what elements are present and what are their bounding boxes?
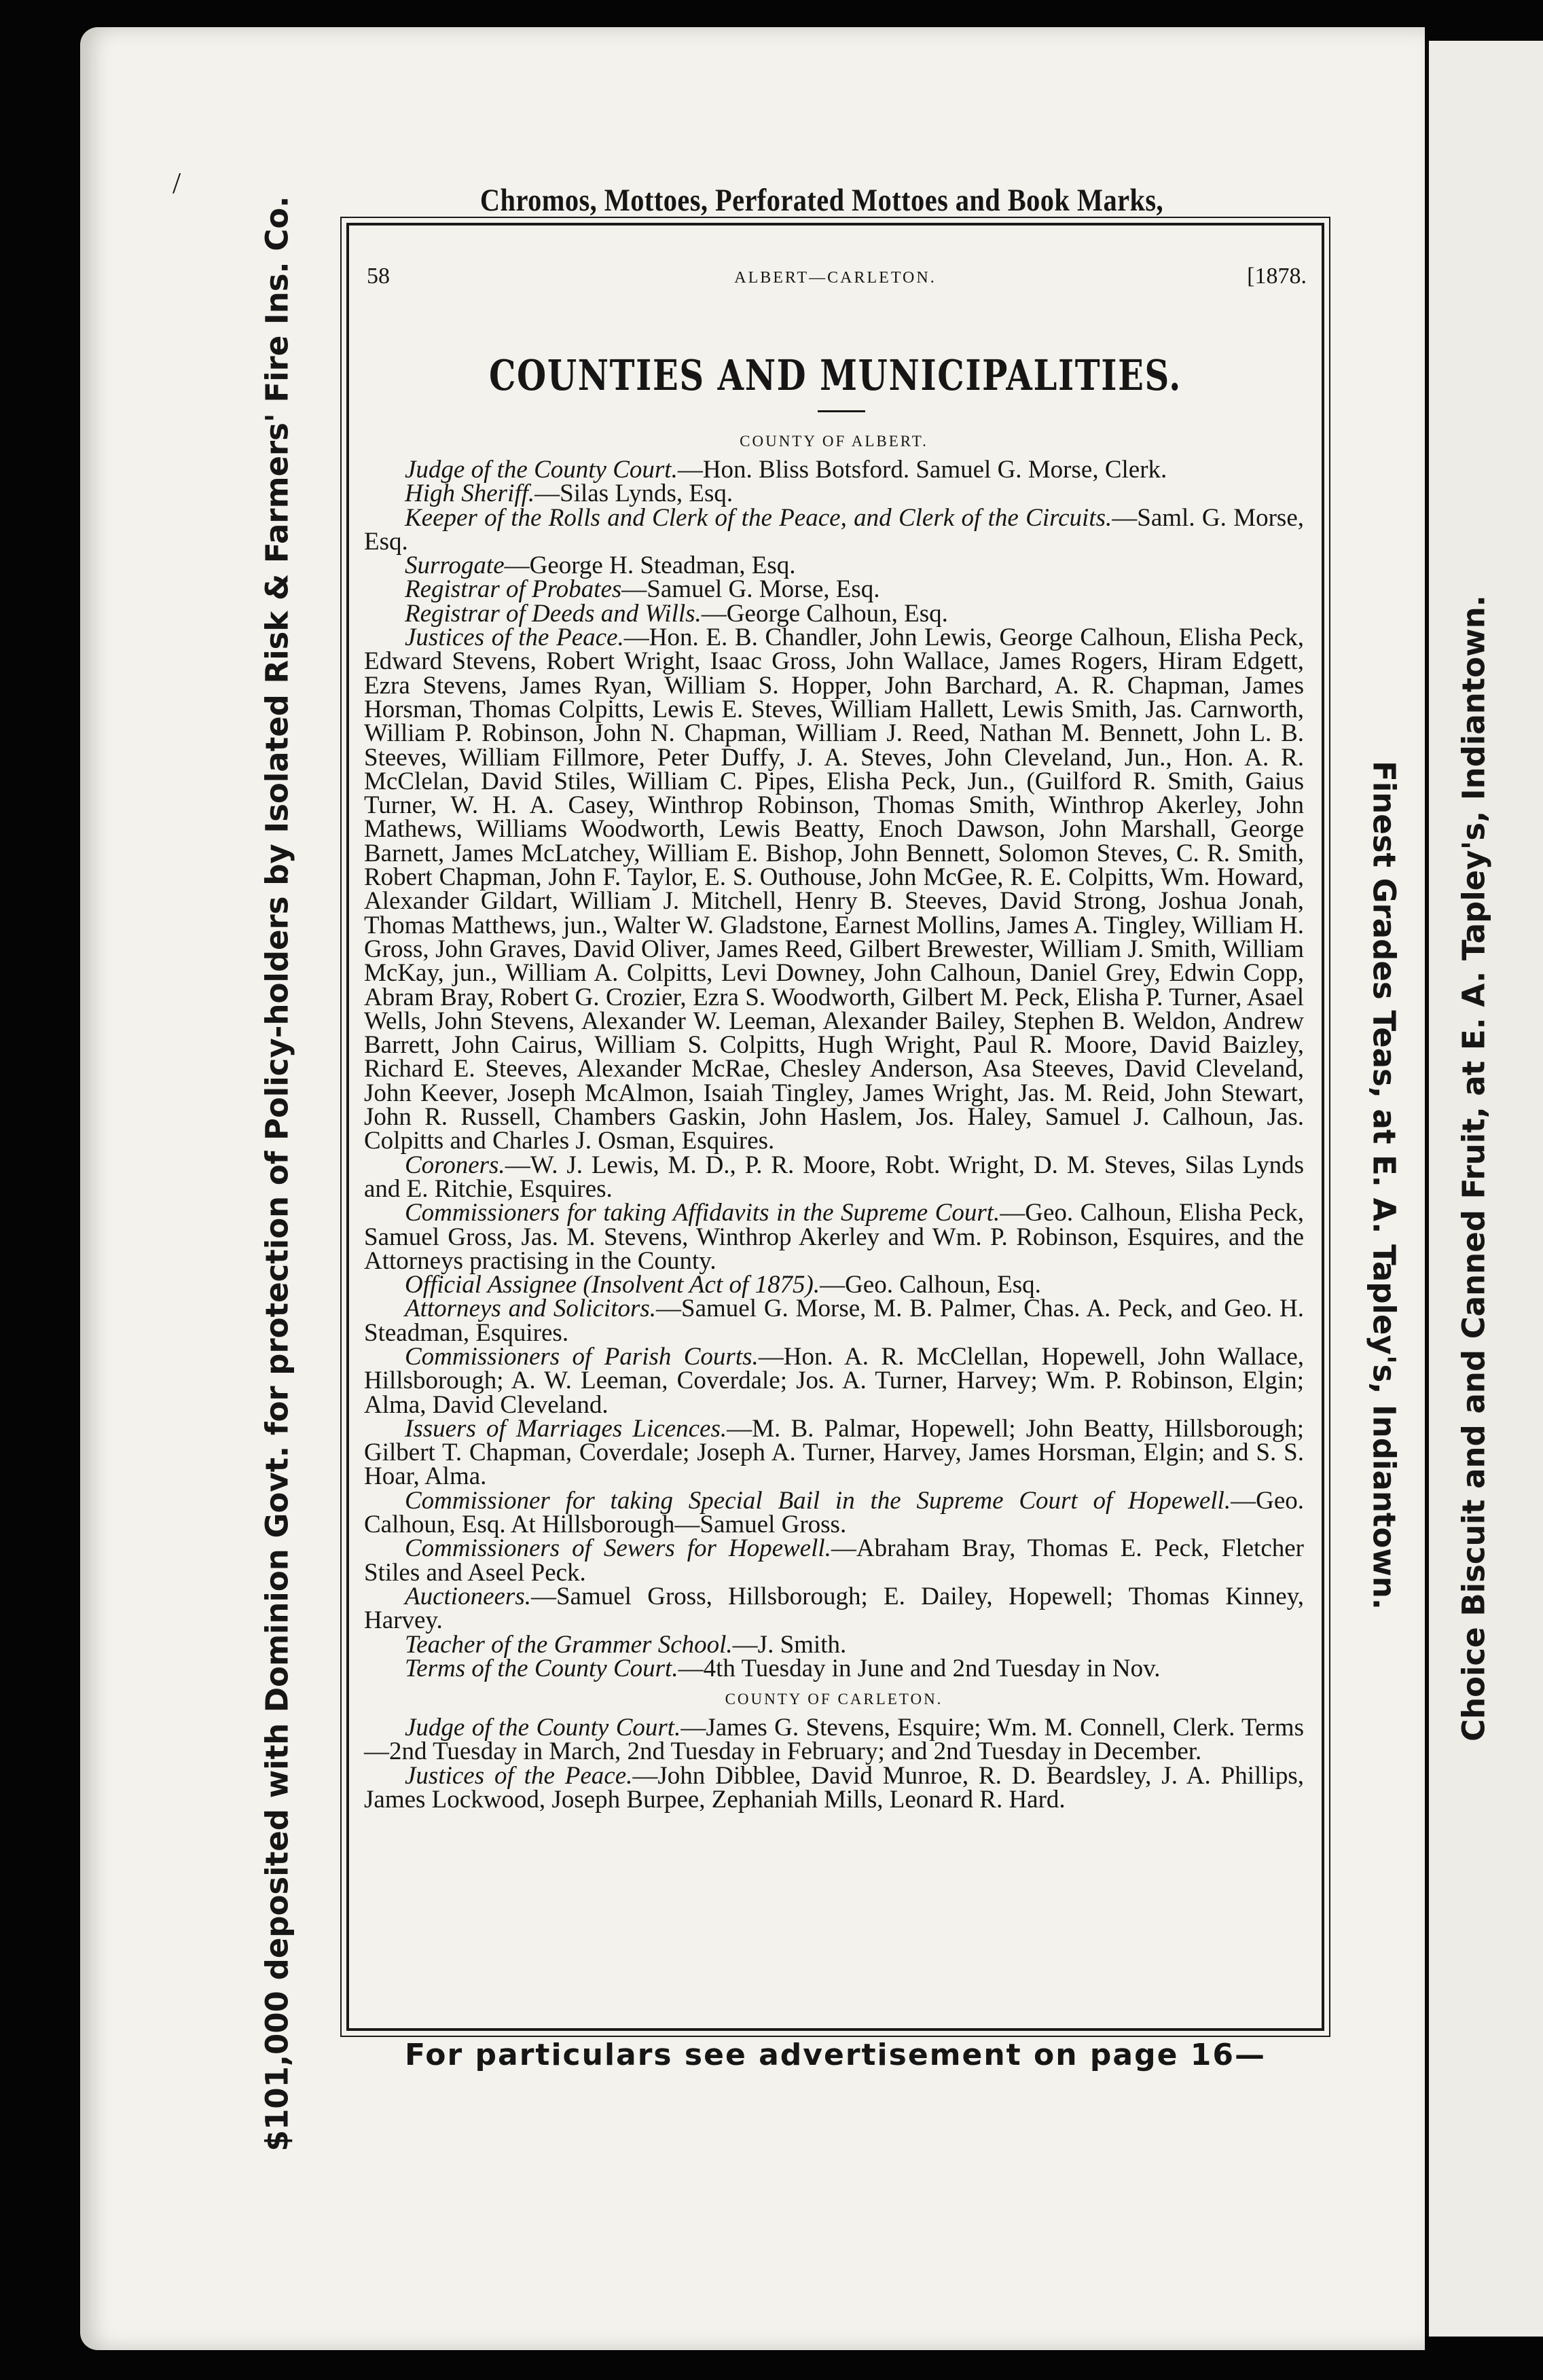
entry-text: —Silas Lynds, Esq. <box>534 480 733 508</box>
entry-label: Commissioner for taking Special Bail in the Supreme Court of Hopewell. <box>405 1486 1231 1515</box>
entry-label: Commissioners of Parish Courts. <box>405 1342 759 1371</box>
directory-entry <box>364 480 1304 508</box>
directory-entry <box>364 1486 1304 1539</box>
directory-entry <box>364 1342 1304 1419</box>
entry-label: Coroners. <box>405 1151 505 1179</box>
directory-entry <box>364 1716 1304 1764</box>
entry-label: Judge of the County Court. <box>405 1714 681 1742</box>
carleton-entries <box>364 1714 1304 1814</box>
county-albert-title: COUNTY OF ALBERT. <box>740 433 928 450</box>
directory-entry <box>364 1582 1304 1635</box>
top-advert-banner: Chromos, Mottoes, Perforated Mottoes and Book Marks, <box>479 183 1164 218</box>
entry-label: Registrar of Probates <box>405 575 622 604</box>
page-number: 58 <box>367 264 390 289</box>
directory-entry <box>364 552 1304 580</box>
entry-label: Commissioners for taking Affidavits in the Supreme Court. <box>405 1199 1000 1227</box>
entry-label: Judge of the County Court. <box>405 456 678 484</box>
entry-label: Registrar of Deeds and Wills. <box>405 599 702 628</box>
directory-entry <box>364 626 1304 1153</box>
entry-label: Auctioneers. <box>405 1582 531 1610</box>
entry-text: —James G. Stevens, Esquire; Wm. M. Connell, Clerk. Terms—2nd Tuesday in March, 2nd Tuesday in February; and 2nd Tuesday in December. <box>364 1714 1304 1766</box>
left-margin-advert: $101,000 deposited with Dominion Govt. for protection of Policy-holders by Isolated Risk & Farmers' Fire Ins. Co. <box>259 196 295 2152</box>
entry-label: Official Assignee (Insolvent Act of 1875). <box>405 1271 820 1299</box>
directory-entry <box>364 1153 1304 1202</box>
right-margin-advert: Finest Grades Teas, at E. A. Tapley's, Indiantown. <box>1366 760 1402 1610</box>
entry-text: —Geo. Calhoun, Esq. <box>820 1271 1041 1299</box>
pen-mark: / <box>173 166 181 200</box>
right-edge-advert: Choice Biscuit and and Canned Fruit, at E. A. Tapley's, Indiantown. <box>1455 595 1492 1742</box>
entry-text: —Samuel G. Morse, M. B. Palmer, Chas. A. Peck, and Geo. H. Steadman, Esquires. <box>364 1295 1304 1347</box>
directory-entry <box>364 1297 1304 1345</box>
running-title: ALBERT—CARLETON. <box>734 269 937 287</box>
directory-entry <box>364 575 1304 604</box>
entry-text: —Saml. G. Morse, Esq. <box>364 503 1304 556</box>
directory-entry <box>364 1414 1304 1491</box>
directory-body <box>364 422 1305 1814</box>
entry-label: Justices of the Peace. <box>405 1761 633 1790</box>
albert-entries <box>364 458 1304 1680</box>
directory-entry <box>364 458 1304 482</box>
entry-text: —Hon. Bliss Botsford. Samuel G. Morse, Clerk. <box>677 456 1167 484</box>
directory-entry <box>364 503 1304 556</box>
year-label: [1878. <box>1247 264 1307 289</box>
entry-text: —Geo. Calhoun, Esq. At Hillsborough—Samuel Gross. <box>364 1486 1304 1539</box>
entry-label: Teacher of the Grammer School. <box>405 1630 733 1659</box>
entry-text: —Hon. A. R. McClellan, Hopewell, John Wallace, Hillsborough; A. W. Leeman, Coverdale; Jos. A. Turner, Harvey; Wm. P. Robinson, Elgin; Alma, David Cleveland. <box>364 1342 1304 1419</box>
entry-text: —John Dibblee, David Munroe, R. D. Beardsley, J. A. Phillips, James Lockwood, Joseph Burpee, Zephaniah Mills, Leonard R. Hard. <box>364 1761 1304 1814</box>
directory-entry <box>364 1761 1304 1814</box>
entry-label: Justices of the Peace. <box>405 624 624 652</box>
entry-text: —Geo. Calhoun, Elisha Peck, Samuel Gross, Jas. M. Stevens, Winthrop Akerley and Wm. P. Robinson, Esquires, and the Attorneys practising in the County. <box>364 1199 1304 1275</box>
entry-text: —M. B. Palmar, Hopewell; John Beatty, Hillsborough; Gilbert T. Chapman, Coverdale; Joseph A. Turner, Harvey, James Horsman, Elgin; and S. S. Hoar, Alma. <box>364 1414 1304 1491</box>
page-frame <box>346 223 1324 2031</box>
entry-label: Issuers of Marriages Licences. <box>405 1414 727 1443</box>
entry-label: Terms of the County Court. <box>405 1654 678 1682</box>
entry-label: High Sheriff. <box>405 480 535 508</box>
entry-text: —Hon. E. B. Chandler, John Lewis, George Calhoun, Elisha Peck, Edward Stevens, Robert Wright, Isaac Gross, John Wallace, James Rogers, Hiram Edgett, Ezra Stevens, James Ryan, William S. Hopper, John Barchard, A. R. Chapman, James Horsman, Thomas Colpitts, Lewis E. Steves, William Hallett, Lewis Smith, Jas. Carnworth, William P. Robinson, John N. Chapman, William J. Reed, Nathan M. Bennett, John L. B. Steeves, William Fillmore, Peter Duffy, J. A. Steves, John Cleveland, Jun., Hon. A. R. McClelan, David Stiles, William C. Pipes, Elisha Peck, Jun., (Guilford R. Smith, Gaius Turner, W. H. A. Casey, Winthrop Robinson, Thomas Smith, Winthrop Akerley, John Mathews, Williams Woodworth, Lewis Beatty, Enoch Dawson, John Marshall, George Barnett, James McLatchey, William E. Bishop, John Bennett, Solomon Steves, C. R. Smith, Robert Chapman, John F. Taylor, E. S. Outhouse, John McGee, R. E. Colpitts, Wm. Howard, Alexander Gildart, William J. Mitchell, Henry B. Steeves, David Strong, Joshua Jonah, Thomas Matthews, jun., Walter W. Gladstone, Earnest Mollins, James A. Tingley, William H. Gross, John Graves, David Oliver, James Reed, Gilbert Brewester, William J. Smith, William McKay, jun., William A. Colpitts, Levi Downey, John Calhoun, Daniel Grey, Edwin Copp, Abram Bray, Robert G. Crozier, Ezra S. Woodworth, Gilbert M. Peck, Elisha P. Turner, Asael Wells, John Stevens, Alexander W. Leeman, Alexander Bailey, Stephen B. Weldon, Andrew Barrett, John Cairus, William S. Colpitts, Hugh Wright, Paul R. Moore, David Baizley, Richard E. Steeves, Alexander McRae, Chesley Anderson, Asa Steeves, David Cleveland, John Keever, Joseph McAlmon, Isaiah Tingley, James Wright, Jas. M. Reid, John Stewart, John R. Russell, Chambers Gaskin, John Haslem, Jos. Haley, Samuel J. Calhoun, Jas. Colpitts and Charles J. Osman, Esquires. <box>364 624 1305 1155</box>
entry-text: —4th Tuesday in June and 2nd Tuesday in Nov. <box>678 1654 1161 1682</box>
entry-label: Keeper of the Rolls and Clerk of the Peace, and Clerk of the Circuits. <box>405 503 1112 532</box>
directory-entry <box>364 1201 1304 1273</box>
entry-text: —Samuel G. Morse, Esq. <box>621 575 880 604</box>
entry-text: —Samuel Gross, Hillsborough; E. Dailey, Hopewell; Thomas Kinney, Harvey. <box>364 1582 1304 1635</box>
directory-entry <box>364 599 1304 628</box>
directory-entry <box>364 1273 1304 1297</box>
entry-label: Commissioners of Sewers for Hopewell. <box>405 1534 831 1563</box>
entry-text: —George Calhoun, Esq. <box>701 599 948 628</box>
directory-entry <box>364 1536 1304 1585</box>
entry-label: Surrogate <box>405 552 505 580</box>
heading-rule <box>818 410 865 412</box>
entry-text: —J. Smith. <box>732 1630 847 1659</box>
entry-text: —W. J. Lewis, M. D., P. R. Moore, Robt. Wright, D. M. Steves, Silas Lynds and E. Ritchie, Esquires. <box>364 1151 1304 1203</box>
directory-entry <box>364 1654 1304 1682</box>
entry-text: —George H. Steadman, Esq. <box>504 552 796 580</box>
entry-label: Attorneys and Solicitors. <box>405 1295 657 1323</box>
county-carleton-title: COUNTY OF CARLETON. <box>725 1691 943 1708</box>
section-heading: COUNTIES AND MUNICIPALITIES. <box>488 350 1182 400</box>
entry-text: —Abraham Bray, Thomas E. Peck, Fletcher Stiles and Aseel Peck. <box>364 1534 1305 1587</box>
directory-entry <box>364 1630 1304 1659</box>
bottom-advert-banner: For particulars see advertisement on page 16— <box>405 2038 1266 2072</box>
running-header <box>349 264 1322 304</box>
